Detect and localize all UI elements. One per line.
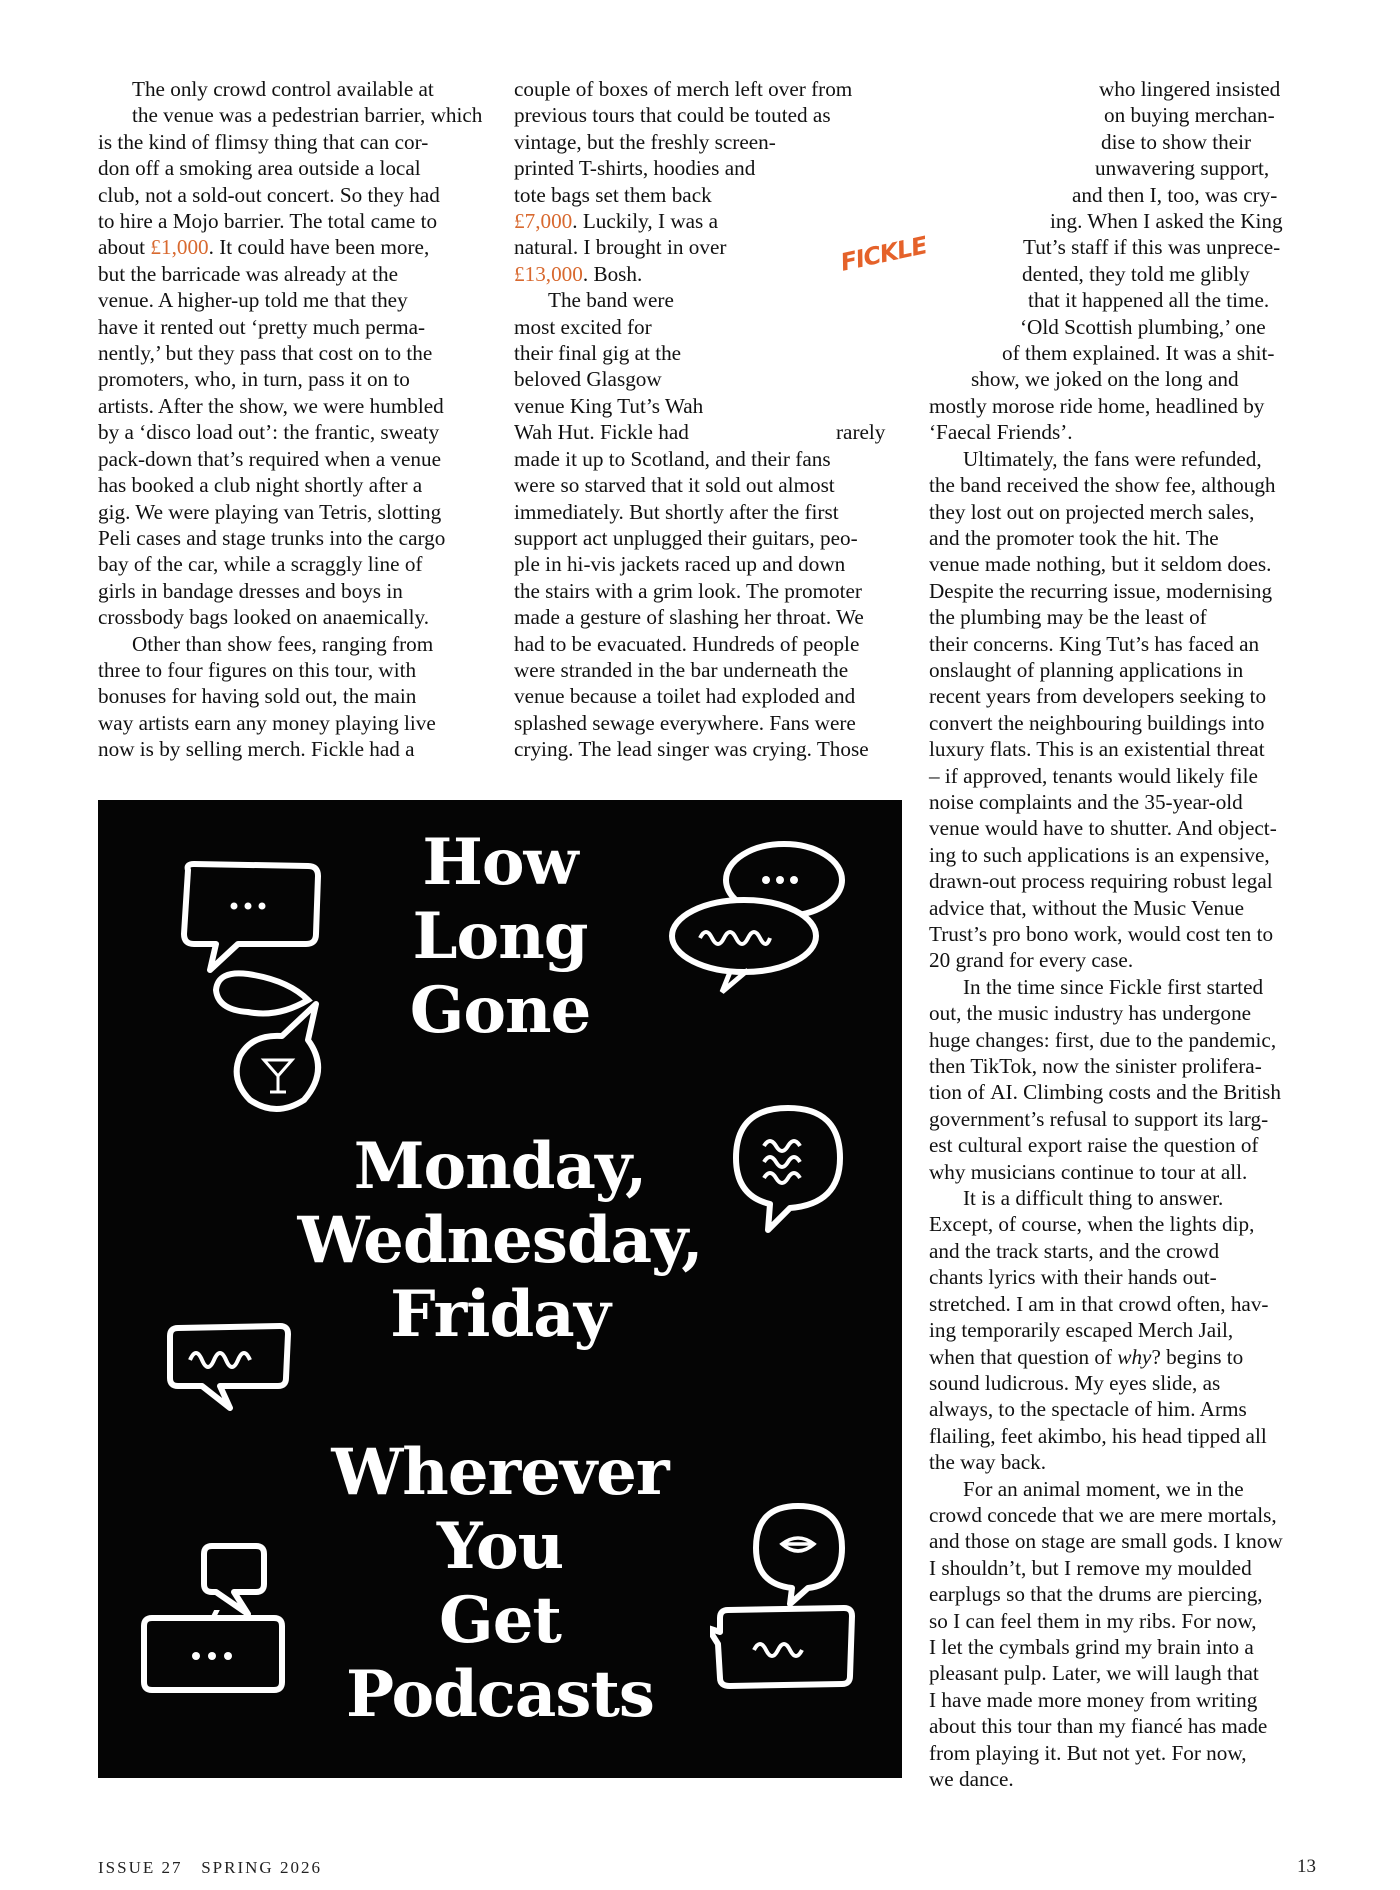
text-line: made a gesture of slashing her throat. We [514,605,864,630]
text-line: crowd concede that we are mere mortals, [929,1502,1277,1527]
text-line: to hire a Mojo barrier. The total came to [98,209,438,234]
advert-heading-line: Gone [409,973,591,1048]
text-line: why musicians continue to tour at all. [929,1159,1248,1184]
text-line: ple in hi-vis jackets raced up and down [514,552,846,577]
text-line: but the barricade was already at the [98,261,399,286]
text-line: ing. When I asked the King [1050,209,1283,234]
price-7000: £7,000 [514,209,573,234]
text-line: vintage, but the freshly screen- [514,129,776,154]
page-number: 13 [1297,1856,1316,1877]
text-line: and the promoter took the hit. The [929,525,1219,550]
text-line: onslaught of planning applications in [929,657,1244,682]
text-line: show, we joked on the long and [971,367,1239,392]
text-line [514,419,914,445]
text-fragment: . It could have been more, [208,235,430,260]
text-line: dented, they told me glibly [1022,261,1250,286]
text-line: way artists earn any money playing live [98,710,436,735]
text-line: has booked a club night shortly after a [98,473,423,498]
text-line: chants lyrics with their hands out- [929,1265,1217,1290]
advert-heading-line: Monday, [353,1129,647,1204]
text-line: bay of the car, while a scraggly line of [98,552,423,577]
text-line: nently,’ but they pass that cost on to the [98,341,433,366]
text-line: dise to show their [1101,129,1252,154]
text-line: now is by selling merch. Fickle had a [98,737,415,762]
advert-heading-line: Wherever [331,1435,669,1510]
text-line: bonuses for having sold out, the main [98,684,417,709]
article-column-2 [514,76,914,763]
text-line: and then I, too, was cry- [1072,182,1278,207]
text-line: Ultimately, the fans were refunded, [963,446,1262,471]
scribble-bubble-icon [728,1100,848,1240]
text-line: advice that, without the Music Venue [929,895,1244,920]
text-line: earplugs so that the drums are piercing, [929,1582,1263,1607]
fickle-stamp: FICKLE [838,231,930,277]
text-line: were stranded in the bar underneath the [514,657,849,682]
text-line: In the time since Fickle first started [963,974,1264,999]
text-line: It is a difficult thing to answer. [963,1186,1224,1211]
text-line: drawn-out process requiring robust legal [929,869,1273,894]
text-line: huge changes: first, due to the pandemic, [929,1027,1277,1052]
text-line: beloved Glasgow [514,367,662,392]
text-line [929,1344,1329,1370]
price-13000: £13,000 [514,261,583,286]
text-line: the way back. [929,1450,1047,1475]
text-line: For an animal moment, we in the [963,1476,1244,1501]
text-line: artists. After the show, we were humbled [98,393,444,418]
text-line: government’s refusal to support its larg- [929,1106,1269,1131]
text-line: about this tour than my fiancé has made [929,1714,1268,1739]
text-line: made it up to Scotland, and their fans [514,446,831,471]
text-line: tote bags set them back [514,182,712,207]
text-line: ‘Faecal Friends’. [929,420,1073,445]
text-fragment: . Bosh. [582,261,643,286]
text-line: gig. We were playing van Tetris, slotting [98,499,442,524]
text-line: promoters, who, in turn, pass it on to [98,367,410,392]
scribble-bubble-icon [710,1598,860,1708]
text-line: ing to such applications is an expensive, [929,842,1270,867]
text-line: by a ‘disco load out’: the frantic, sweaty [98,420,440,445]
text-line: then TikTok, now the sinister prolifera- [929,1054,1262,1079]
text-line: venue made nothing, but it seldom does. [929,552,1272,577]
text-line [514,208,914,234]
text-line: club, not a sold-out concert. So they had [98,182,440,207]
ai-abbrev: AI [990,1080,1013,1105]
text-line: previous tours that could be touted as [514,103,831,128]
text-line: the venue was a pedestrian barrier, which [132,103,483,128]
text-line: noise complaints and the 35-year-old [929,789,1243,814]
text-line: I let the cymbals grind my brain into a [929,1634,1254,1659]
text-line: mostly morose ride home, headlined by [929,393,1265,418]
text-line: on buying merchan- [1104,103,1275,128]
text-line: 20 grand for every case. [929,948,1134,973]
text-fragment: . Luckily, I was a [572,209,718,234]
text-line: have it rented out ‘pretty much perma- [98,314,426,339]
issue-info: ISSUE 27 SPRING 2026 [98,1858,322,1877]
scribble-bubble-icon [164,1320,294,1420]
text-line: est cultural export raise the question of [929,1133,1259,1158]
text-line: girls in bandage dresses and boys in [98,578,403,603]
text-fragment: . Climbing costs and the British [1012,1080,1281,1105]
text-line: the band received the show fee, although [929,473,1276,498]
text-line: I shouldn’t, but I remove my moulded [929,1555,1252,1580]
text-line: Trust’s pro bono work, would cost ten to [929,922,1274,946]
text-line: I have made more money from writing [929,1687,1258,1712]
text-line: natural. I brought in over [514,235,727,260]
text-line: is the kind of flimsy thing that can cor- [98,129,429,154]
text-line: unwavering support, [1095,156,1270,181]
scribble-bubble-icon [664,888,824,998]
text-line: of them explained. It was a shit- [1002,341,1275,366]
text-fragment: rarely [836,420,886,445]
text-line: who lingered insisted [1099,77,1281,101]
text-line: and those on stage are small gods. I know [929,1529,1283,1554]
text-line: Other than show fees, ranging from [132,631,434,656]
speech-bubble-icon [194,1540,274,1620]
text-line: printed T-shirts, hoodies and [514,156,756,181]
text-line: most excited for [514,314,652,339]
text-line: the plumbing may be the least of [929,605,1207,630]
text-line: from playing it. But not yet. For now, [929,1740,1247,1765]
text-line: pleasant pulp. Later, we will laugh that [929,1661,1259,1686]
text-line: flailing, feet akimbo, his head tipped all [929,1423,1267,1448]
text-line: so I can feel them in my ribs. For now, [929,1608,1257,1633]
advert-heading-line: Podcasts [346,1657,654,1732]
text-fragment: ? begins to [1151,1344,1244,1369]
advert-heading-line: Get [439,1583,561,1658]
text-line: crossbody bags looked on anaemically. [98,605,430,630]
text-fragment: tion of [929,1080,991,1105]
text-line: crying. The lead singer was crying. Those [514,737,869,762]
text-line: don off a smoking area outside a local [98,156,421,181]
text-line: their concerns. King Tut’s has faced an [929,631,1260,656]
text-line: luxury flats. This is an existential threat [929,737,1265,762]
text-line: pack-down that’s required when a venue [98,446,441,471]
text-line: Tut’s staff if this was unprece- [1023,235,1281,260]
text-line: venue because a toilet had exploded and [514,684,856,709]
text-line: splashed sewage everywhere. Fans were [514,710,856,735]
text-line: convert the neighbouring buildings into [929,710,1265,735]
text-fragment: about [98,235,151,260]
text-line: Except, of course, when the lights dip, [929,1212,1255,1237]
text-line: – if approved, tenants would likely file [929,763,1258,788]
advert-heading-line: You [436,1509,564,1584]
text-line: recent years from developers seeking to [929,684,1267,709]
text-line: Despite the recurring issue, modernising [929,578,1273,603]
text-line: ‘Old Scottish plumbing,’ one [1020,314,1266,339]
lips-bubble-icon [748,1500,848,1610]
article-column-3 [929,76,1329,1792]
text-line: were so starved that it sold out almost [514,473,835,498]
text-line: and the track starts, and the crowd [929,1238,1220,1263]
text-line: The band were [548,288,674,313]
advert-heading-line: Friday [390,1277,610,1352]
text-fragment: when that question of [929,1344,1118,1369]
text-line: couple of boxes of merch left over from [514,77,853,101]
text-fragment: Wah Hut. Fickle had [514,420,689,445]
text-line: three to four figures on this tour, with [98,657,417,682]
text-line: The only crowd control available at [132,77,434,101]
text-line: venue King Tut’s Wah [514,393,704,418]
text-line: stretched. I am in that crowd often, hav- [929,1291,1269,1316]
emphasis-why: why [1117,1344,1152,1369]
text-line [98,234,498,260]
text-line: Peli cases and stage trunks into the cargo [98,525,446,550]
text-line: had to be evacuated. Hundreds of people [514,631,860,656]
cocktail-bubble-icon [226,1000,336,1120]
text-line: venue. A higher-up told me that they [98,288,408,313]
text-line: the stairs with a grim look. The promoter [514,578,862,603]
advert-heading-line: Long [412,899,588,974]
text-line: they lost out on projected merch sales, [929,499,1255,524]
speech-bubble-icon [138,1610,288,1710]
text-line: ing temporarily escaped Merch Jail, [929,1318,1234,1343]
text-line: their final gig at the [514,341,682,366]
podcast-advert [98,800,902,1778]
advert-heading-line: Wednesday, [297,1203,703,1278]
text-line: that it happened all the time. [1028,288,1270,313]
text-line: we dance. [929,1767,1014,1791]
price-1000: £1,000 [150,235,209,260]
advert-heading-line: How [422,825,578,900]
text-line: out, the music industry has undergone [929,1001,1252,1026]
text-line: sound ludicrous. My eyes slide, as [929,1370,1221,1395]
text-line [929,1079,1329,1105]
text-line: immediately. But shortly after the first [514,499,839,524]
text-line: support act unplugged their guitars, peo- [514,525,858,550]
text-line: always, to the spectacle of him. Arms [929,1397,1247,1422]
article-column-1 [98,76,498,763]
text-line: venue would have to shutter. And object- [929,816,1277,841]
